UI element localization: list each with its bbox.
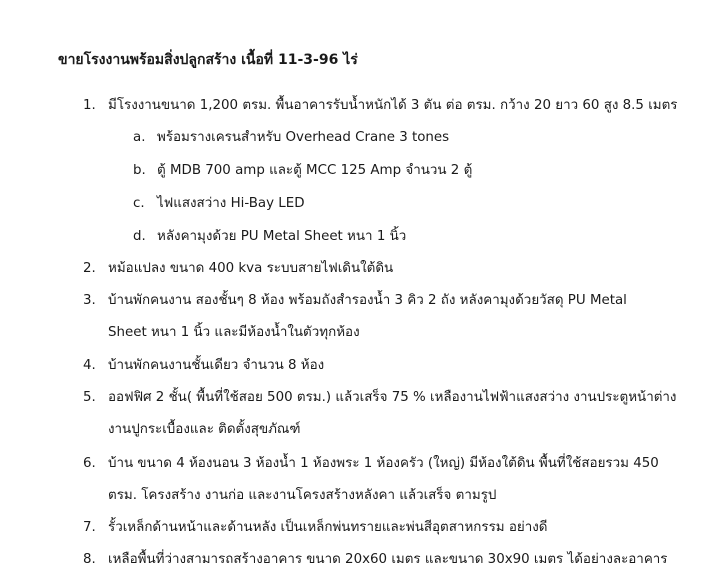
item-text: บ้าน ขนาด 4 ห้องนอน 3 ห้องน้ำ 1 ห้องพระ 1 ห้องครัว (ใหญ่) มีห้องใต้ดิน พื้นที่ใช้สอยรวม 450 (108, 456, 659, 471)
item-text: มีโรงงานขนาด 1,200 ตรม. พื้นอาคารรับน้ำหนักได้ 3 ตัน ต่อ ตรม. กว้าง 20 ยาว 60 สูง 8.5 เมตร (108, 98, 678, 113)
item-number: 5. (83, 390, 96, 405)
item-number: 3. (83, 293, 96, 308)
sub-item-letter: b. (133, 163, 146, 178)
item-text: หม้อแปลง ขนาด 400 kva ระบบสายไฟเดินใต้ดิน (108, 261, 394, 276)
item-text-continued: งานปูกระเบื้องและ ติดตั้งสุขภัณฑ์ (108, 422, 301, 437)
item-number: 1. (83, 98, 96, 113)
sub-item-text: ตู้ MDB 700 amp และตู้ MCC 125 Amp จำนวน 2 ตู้ (157, 163, 473, 178)
sub-item-letter: a. (133, 130, 146, 145)
sub-item-letter: d. (133, 229, 146, 244)
item-number: 8. (83, 552, 96, 567)
item-text: บ้านพักคนงาน สองชั้นๆ 8 ห้อง พร้อมถังสำรองน้ำ 3 คิว 2 ถัง หลังคามุงด้วยวัสดุ PU Metal (108, 293, 627, 308)
item-text: บ้านพักคนงานชั้นเดียว จำนวน 8 ห้อง (108, 358, 325, 373)
sub-item-letter: c. (133, 196, 145, 211)
sub-item-text: หลังคามุงด้วย PU Metal Sheet หนา 1 นิ้ว (157, 229, 407, 244)
item-number: 4. (83, 358, 96, 373)
item-text: เหลือพื้นที่ว่างสามารถสร้างอาคาร ขนาด 20x60 เมตร และขนาด 30x90 เมตร ได้อย่างละอาคาร (108, 552, 668, 567)
item-text-continued: ตรม. โครงสร้าง งานก่อ และงานโครงสร้างหลังคา แล้วเสร็จ ตามรูป (108, 488, 497, 503)
item-number: 7. (83, 520, 96, 535)
item-text: ออฟฟิศ 2 ชั้น( พื้นที่ใช้สอย 500 ตรม.) แล้วเสร็จ 75 % เหลืองานไฟฟ้าแสงสว่าง งานประตูหน้าต่าง (108, 390, 677, 405)
document-title: ขายโรงงานพร้อมสิ่งปลูกสร้าง เนื้อที่ 11-3-96 ไร่ (58, 52, 358, 68)
item-text: รั้วเหล็กด้านหน้าและด้านหลัง เป็นเหล็กพ่นทรายและพ่นสีอุตสาหกรรม อย่างดี (108, 520, 548, 535)
item-number: 2. (83, 261, 96, 276)
sub-item-text: พร้อมรางเครนสำหรับ Overhead Crane 3 tones (157, 130, 450, 145)
sub-item-text: ไฟแสงสว่าง Hi-Bay LED (157, 196, 305, 211)
item-number: 6. (83, 456, 96, 471)
item-text-continued: Sheet หนา 1 นิ้ว และมีห้องน้ำในตัวทุกห้อง (108, 325, 360, 340)
